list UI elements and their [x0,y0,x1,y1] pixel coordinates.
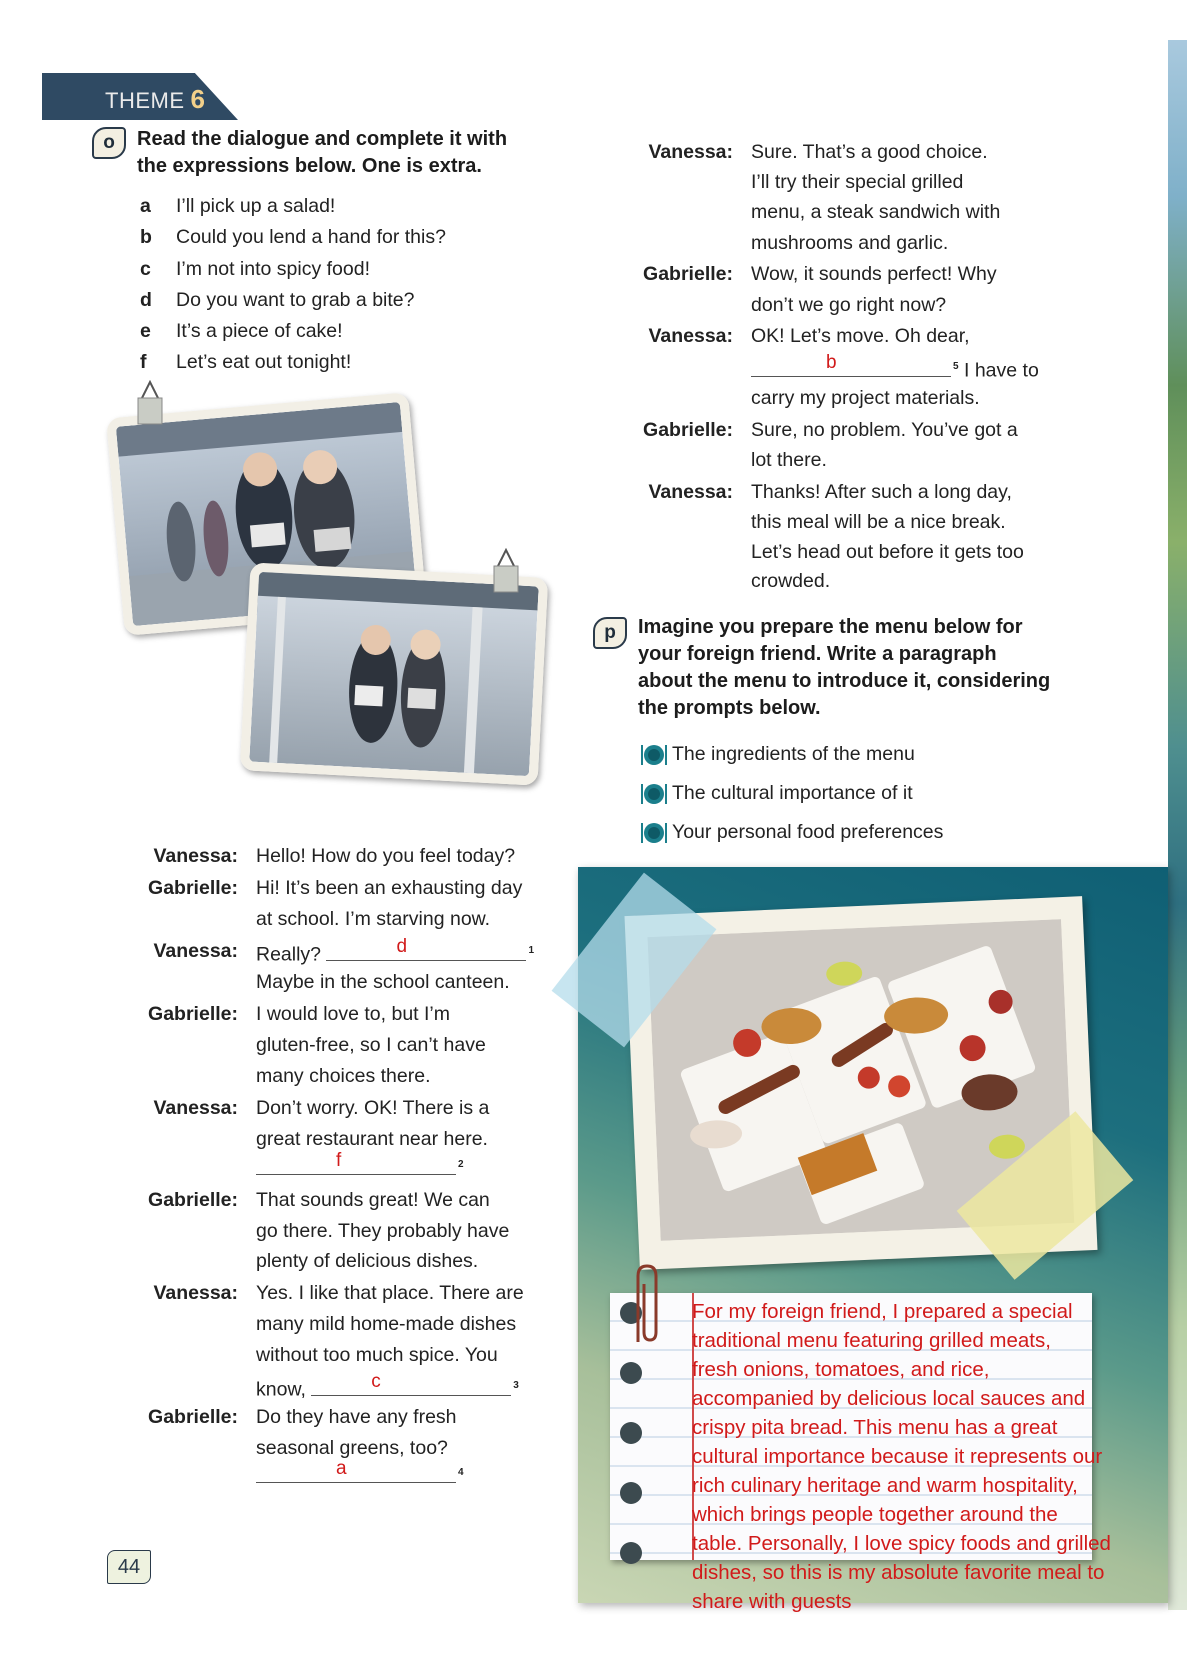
dialogue-line: OK! Let’s move. Oh dear, [751,325,970,347]
instruction-line: your foreign friend. Write a paragraph [638,643,997,665]
answer-4: a [336,1457,347,1479]
dialogue-line: great restaurant near here. [256,1128,488,1150]
instruction-line: Imagine you prepare the menu below for [638,616,1023,638]
blank-number-5: 5 [953,361,959,372]
blank-line-4 [256,1458,464,1492]
dialogue-line: seasonal greens, too? [256,1437,448,1459]
dialogue-line: crowded. [751,570,831,592]
binder-clip-icon [492,548,520,596]
paragraph-line: accompanied by delicious local sauces and [692,1387,1086,1410]
theme-label [105,84,205,115]
instruction-line-1: Read the dialogue and complete it with [137,128,508,150]
paragraph-line: For my foreign friend, I prepared a special [692,1300,1073,1323]
blank-line-2 [256,1150,464,1184]
answer-5: b [826,351,837,373]
students-photo-2-image [249,572,539,776]
dialogue-line: know, c $^3$ [256,1371,519,1405]
answer-1: d [396,935,408,957]
dialogue-line: Don’t worry. OK! There is a [256,1097,490,1119]
expression-d: d Do you want to grab a bite? [140,289,415,311]
exercise-p-badge: p [593,617,627,649]
expression-b: b Could you lend a hand for this? [140,226,446,248]
blank-number-3: 3 [513,1380,519,1391]
instruction-line-2: the expressions below. One is extra. [137,155,482,177]
dialogue-line: Wow, it sounds perfect! Why [751,263,997,285]
ring-hole [620,1362,642,1384]
blank-number-2: 2 [458,1159,464,1170]
prompt-item: The cultural importance of it [640,779,913,807]
binder-clip-icon [136,380,164,428]
dialogue-line: many mild home-made dishes [256,1313,517,1335]
plate-cutlery-icon [640,821,668,845]
dialogue-line: don’t we go right now? [751,294,947,316]
expression-e: e It’s a piece of cake! [140,320,343,342]
dialogue-line: Hello! How do you feel today? [256,845,516,867]
blank-number-1: 1 [528,945,535,956]
speaker-label: Vanessa: [153,845,238,867]
dialogue-line: Sure. That’s a good choice. [751,141,988,163]
paragraph-line: traditional menu featuring grilled meats, [692,1329,1051,1352]
dialogue-line: gluten-free, so I can’t have [256,1034,486,1056]
dialogue-line: this meal will be a nice break. [751,511,1006,533]
dialogue-line: Hi! It’s been an exhausting day [256,877,523,899]
dialogue-line: plenty of delicious dishes. [256,1250,479,1272]
dialogue-line: go there. They probably have [256,1220,510,1242]
paragraph-line: fresh onions, tomatoes, and rice, [692,1358,990,1381]
speaker-label: Gabrielle: [643,419,733,441]
ring-hole [620,1482,642,1504]
answer-blank-5[interactable] [751,351,951,377]
dialogue-line: without too much spice. You [256,1344,498,1366]
dialogue-line: lot there. [751,449,827,471]
expression-c: c I’m not into spicy food! [140,258,371,280]
speaker-label: Vanessa: [648,325,733,347]
dialogue-line: Thanks! After such a long day, [751,481,1012,503]
instruction-line: about the menu to introduce it, considering [638,670,1051,692]
answer-paragraph [692,1297,1162,1616]
speaker-label: Gabrielle: [148,1189,238,1211]
speaker-label: Vanessa: [153,1097,238,1119]
plate-cutlery-icon [640,743,668,767]
speaker-label: Vanessa: [648,481,733,503]
dialogue-line: at school. I’m starving now. [256,908,491,930]
dialogue-line: Sure, no problem. You’ve got a [751,419,1018,441]
dialogue-line: mushrooms and garlic. [751,232,949,254]
dialogue-line: Maybe in the school canteen. [256,971,510,993]
prompt-item: The ingredients of the menu [640,740,915,768]
plate-cutlery-icon [640,782,668,806]
paragraph-line: which brings people together around the [692,1503,1058,1526]
speaker-label: Gabrielle: [148,1406,238,1428]
speaker-label: Gabrielle: [643,263,733,285]
dialogue-line: Do they have any fresh [256,1406,457,1428]
blank-number-4: 4 [458,1467,464,1478]
dialogue-line: Yes. I like that place. There are [256,1282,524,1304]
ring-hole [620,1542,642,1564]
instruction-line: the prompts below. [638,697,821,719]
dialogue-line: many choices there. [256,1065,431,1087]
paragraph-line: rich culinary heritage and warm hospitality, [692,1474,1078,1497]
exercise-o-badge: o [92,127,126,159]
expression-a: a I’ll pick up a salad! [140,195,336,217]
dialogue-line: I’ll try their special grilled [751,171,964,193]
theme-word: THEME [105,88,185,113]
speaker-label: Vanessa: [648,141,733,163]
edge-photo-strip [1168,40,1187,1610]
speaker-label: Gabrielle: [148,1003,238,1025]
dialogue-line: Let’s head out before it gets too [751,541,1024,563]
dialogue-line: That sounds great! We can [256,1189,490,1211]
paragraph-line: dishes, so this is my absolute favorite meal to [692,1561,1105,1584]
page-number: 44 [107,1550,151,1584]
exercise-p-instruction [638,614,1050,722]
speaker-label: Vanessa: [153,1282,238,1304]
dialogue-line: b $^5$ I have to [751,352,1039,386]
dialogue-line: I would love to, but I’m [256,1003,451,1025]
expression-f: f Let’s eat out tonight! [140,351,352,373]
exercise-o-instruction [137,126,507,180]
ring-hole [620,1422,642,1444]
paragraph-line: cultural importance because it represents our [692,1445,1103,1468]
answer-blank-4[interactable] [256,1457,456,1483]
answer-blank-2[interactable] [256,1149,456,1175]
paragraph-line: share with guests [692,1590,852,1613]
speaker-label: Gabrielle: [148,877,238,899]
paperclip-icon [628,1262,666,1352]
dialogue-line: Really? d $^1$ [256,936,534,970]
dialogue-line: menu, a steak sandwich with [751,201,1001,223]
prompt-item: Your personal food preferences [640,818,943,846]
answer-2: f [336,1149,342,1171]
speaker-label: Vanessa: [153,940,238,962]
paragraph-line: crispy pita bread. This menu has a great [692,1416,1058,1439]
theme-number: 6 [190,84,206,114]
answer-3: c [371,1370,381,1392]
dialogue-line: carry my project materials. [751,387,980,409]
paragraph-line: table. Personally, I love spicy foods and grilled [692,1532,1111,1555]
